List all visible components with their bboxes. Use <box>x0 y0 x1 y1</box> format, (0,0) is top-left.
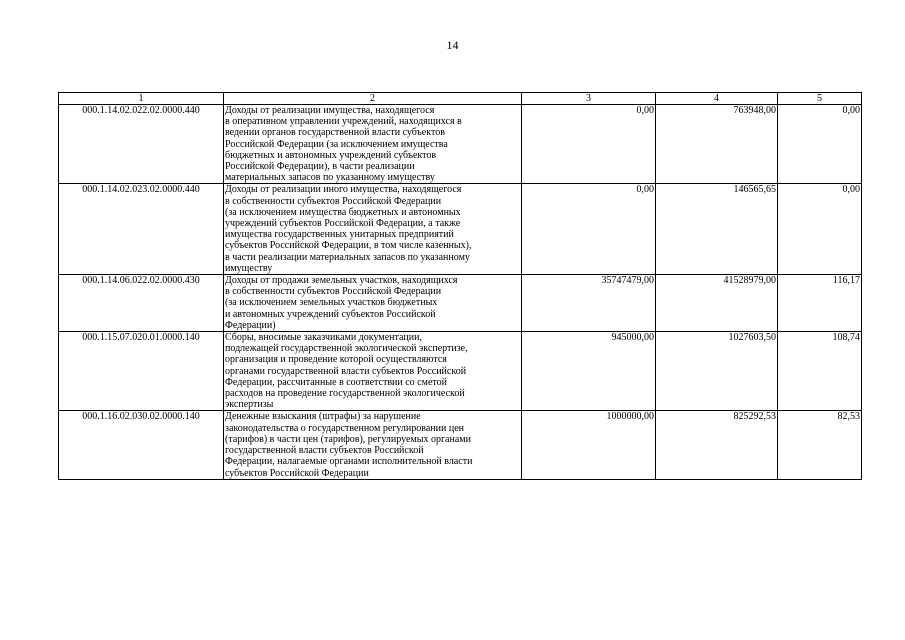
description-line: имущества государственных унитарных предприятий <box>225 229 454 241</box>
table-row <box>59 184 862 275</box>
description-line: учреждений субъектов Российской Федерации, а также <box>225 218 461 230</box>
description-line: Федерации, рассчитанные в соответствии со сметой <box>225 376 447 388</box>
description-cell <box>224 184 522 275</box>
description-line: ведении органов государственной власти субъектов <box>225 127 445 139</box>
table-row <box>59 105 862 184</box>
column-header-5: 5 <box>778 93 862 105</box>
description-line: органами государственной власти субъектов Российской <box>225 365 467 377</box>
col5-value-cell: 116,17 <box>778 275 862 332</box>
description-line: бюджетных и автономных учреждений субъектов <box>225 149 437 161</box>
description-cell <box>224 275 522 332</box>
col5-value-cell: 108,74 <box>778 332 862 411</box>
description-cell <box>224 105 522 184</box>
description-line: Российской Федерации (за исключением имущества <box>225 138 448 150</box>
page-number: 14 <box>446 38 459 52</box>
description-line: подлежащей государственной экологической экспертизе, <box>225 343 468 355</box>
col3-value-cell: 945000,00 <box>522 332 656 411</box>
col3-value-cell: 1000000,00 <box>522 411 656 479</box>
column-header-1: 1 <box>59 93 224 105</box>
col5-value-cell: 82,53 <box>778 411 862 479</box>
description-line: Доходы от продажи земельных участков, находящихся <box>225 275 458 287</box>
description-line: государственной власти субъектов Российской <box>225 445 424 457</box>
description-line: в собственности субъектов Российской Федерации <box>225 195 442 207</box>
description-line: расходов на проведение государственной экологической <box>225 388 465 400</box>
description-line: Российской Федерации), в части реализации <box>225 161 415 173</box>
description-line: (за исключением земельных участков бюджетных <box>225 297 438 309</box>
description-line: субъектов Российской Федерации <box>225 467 369 479</box>
description-line: экспертизы <box>225 399 274 411</box>
table-row <box>59 332 862 411</box>
description-line: имуществу <box>225 262 273 274</box>
table-body <box>59 105 862 480</box>
description-cell <box>224 411 522 479</box>
description-line: организация и проведение которой осуществляются <box>225 354 447 366</box>
table-row <box>59 411 862 479</box>
budget-code-cell: 000.1.16.02.030.02.0000.140 <box>59 411 224 479</box>
description-line: (за исключением имущества бюджетных и автономных <box>225 206 461 218</box>
revenue-table <box>58 92 862 480</box>
table-row <box>59 275 862 332</box>
col3-value-cell: 0,00 <box>522 105 656 184</box>
table-header-row <box>59 93 862 105</box>
col4-value-cell: 41528979,00 <box>656 275 778 332</box>
budget-code-cell: 000.1.15.07.020.01.0000.140 <box>59 332 224 411</box>
description-cell <box>224 332 522 411</box>
description-line: законодательства о государственном регулировании цен <box>225 422 464 434</box>
description-line: Федерации) <box>225 319 276 331</box>
description-line: Федерации, налагаемые органами исполнительной власти <box>225 456 473 468</box>
column-header-4: 4 <box>656 93 778 105</box>
budget-code-cell: 000.1.14.02.023.02.0000.440 <box>59 184 224 275</box>
col4-value-cell: 146565,65 <box>656 184 778 275</box>
budget-code-cell: 000.1.14.06.022.02.0000.430 <box>59 275 224 332</box>
description-line: Доходы от реализации иного имущества, находящегося <box>225 184 462 196</box>
description-line: субъектов Российской Федерации, в том числе казенных), <box>225 240 472 252</box>
col3-value-cell: 0,00 <box>522 184 656 275</box>
col5-value-cell: 0,00 <box>778 105 862 184</box>
description-line: и автономных учреждений субъектов Российской <box>225 308 436 320</box>
description-line: материальных запасов по указанному имуществу <box>225 172 435 184</box>
col4-value-cell: 1027603,50 <box>656 332 778 411</box>
description-line: в собственности субъектов Российской Федерации <box>225 286 442 298</box>
col3-value-cell: 35747479,00 <box>522 275 656 332</box>
budget-code-cell: 000.1.14.02.022.02.0000.440 <box>59 105 224 184</box>
description-line: Денежные взыскания (штрафы) за нарушение <box>225 411 421 423</box>
description-line: в части реализации материальных запасов по указанному <box>225 251 470 263</box>
description-line: в оперативном управлении учреждений, находящихся в <box>225 116 462 128</box>
column-header-2: 2 <box>224 93 522 105</box>
col5-value-cell: 0,00 <box>778 184 862 275</box>
description-line: Доходы от реализации имущества, находящегося <box>225 105 435 116</box>
description-line: Сборы, вносимые заказчиками документации, <box>225 332 422 344</box>
column-header-3: 3 <box>522 93 656 105</box>
description-line: (тарифов) в части цен (тарифов), регулируемых органами <box>225 433 471 445</box>
col4-value-cell: 825292,53 <box>656 411 778 479</box>
col4-value-cell: 763948,00 <box>656 105 778 184</box>
